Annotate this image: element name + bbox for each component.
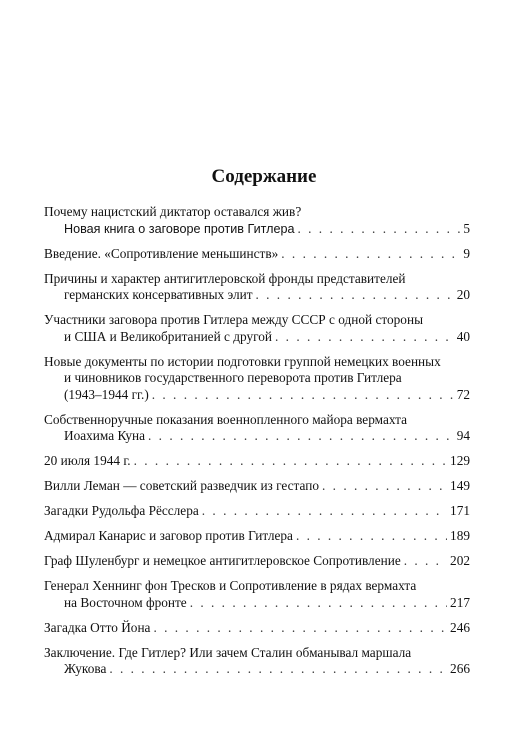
dot-leader xyxy=(322,478,447,495)
dot-leader xyxy=(134,453,447,470)
toc-entry-title-line: Генерал Хеннинг фон Тресков и Сопротивление в рядах вермахта xyxy=(44,578,417,593)
page-number: 72 xyxy=(456,386,470,402)
dot-leader xyxy=(296,528,447,545)
page-number: 40 xyxy=(456,328,470,344)
page-title: Содержание xyxy=(211,166,317,187)
toc-entry-title-line: Новая книга о заговоре против Гитлера xyxy=(64,221,295,236)
toc-entry-title-line: германских консервативных элит xyxy=(64,287,253,302)
dot-leader xyxy=(152,387,454,404)
toc-entry[interactable] xyxy=(44,453,470,470)
toc-entry-title-line: Собственноручные показания военнопленного майора вермахта xyxy=(44,411,408,427)
toc-entry[interactable] xyxy=(44,620,470,637)
toc-entry-title-line: 20 июля 1944 г. xyxy=(44,453,131,468)
toc-entry-title-line: Введение. «Сопротивление меньшинств» xyxy=(44,245,279,261)
toc-entry[interactable] xyxy=(44,312,470,345)
dot-leader xyxy=(190,595,447,612)
toc-entry[interactable] xyxy=(44,578,470,611)
toc-entry-title-line: Участники заговора против Гитлера между СССР с одной стороны xyxy=(44,312,423,327)
page-number: 9 xyxy=(463,245,470,261)
toc-entry-title-line: и США и Великобританией с другой xyxy=(64,328,273,344)
toc-entry-title-line: Адмирал Канарис и заговор против Гитлера xyxy=(44,528,293,543)
toc-entry[interactable] xyxy=(44,528,470,545)
dot-leader xyxy=(148,428,454,445)
toc-entry[interactable] xyxy=(44,478,470,495)
page-number: 5 xyxy=(463,220,470,236)
page-number: 246 xyxy=(450,619,470,635)
page-number: 266 xyxy=(450,661,470,676)
page-number: 20 xyxy=(456,287,470,302)
dot-leader xyxy=(109,661,447,678)
table-of-contents xyxy=(44,204,470,686)
toc-entry-title-line: Почему нацистский диктатор оставался жив? xyxy=(44,204,302,219)
toc-entry[interactable] xyxy=(44,503,470,520)
page-number: 189 xyxy=(450,528,470,543)
dot-leader xyxy=(281,246,460,263)
toc-entry[interactable] xyxy=(44,204,470,237)
toc-entry-title-line: Загадка Отто Йона xyxy=(44,619,151,635)
toc-entry-title-line: Жукова xyxy=(64,661,107,676)
toc-entry-title-line: Причины и характер антигитлеровской фронды представителей xyxy=(44,270,406,286)
dot-leader xyxy=(153,620,447,637)
toc-entry-title-line: Загадки Рудольфа Рёсслера xyxy=(44,503,199,518)
dot-leader xyxy=(256,287,454,304)
page-number: 149 xyxy=(450,478,470,493)
toc-entry-title-line: Вилли Леман — советский разведчик из гестапо xyxy=(44,478,320,493)
dot-leader xyxy=(298,221,461,238)
toc-entry-title-line: Иоахима Куна xyxy=(64,428,146,443)
toc-entry[interactable] xyxy=(44,271,470,304)
page-number: 202 xyxy=(450,553,470,568)
toc-entry[interactable] xyxy=(44,354,470,404)
toc-entry-title-line: и чиновников государственного переворота против Гитлера xyxy=(64,370,402,385)
dot-leader xyxy=(202,503,447,520)
page-number: 94 xyxy=(456,428,470,443)
toc-entry[interactable] xyxy=(44,412,470,445)
toc-entry-title-line: Заключение. Где Гитлер? Или зачем Сталин обманывал маршала xyxy=(44,644,412,660)
toc-entry-title-line: Новые документы по истории подготовки группой немецких военных xyxy=(44,353,441,369)
toc-entry-title-line: (1943–1944 гг.) xyxy=(64,386,149,402)
toc-entry-title-line: на Восточном фронте xyxy=(64,594,187,610)
toc-entry[interactable] xyxy=(44,645,470,678)
page-number: 217 xyxy=(450,594,470,610)
toc-entry-title-line: Граф Шуленбург и немецкое антигитлеровское Сопротивление xyxy=(44,553,401,568)
dot-leader xyxy=(275,329,454,346)
toc-entry[interactable] xyxy=(44,553,470,570)
page-number: 171 xyxy=(450,503,470,518)
dot-leader xyxy=(404,553,447,570)
page-number: 129 xyxy=(450,453,470,468)
toc-entry[interactable] xyxy=(44,246,470,263)
